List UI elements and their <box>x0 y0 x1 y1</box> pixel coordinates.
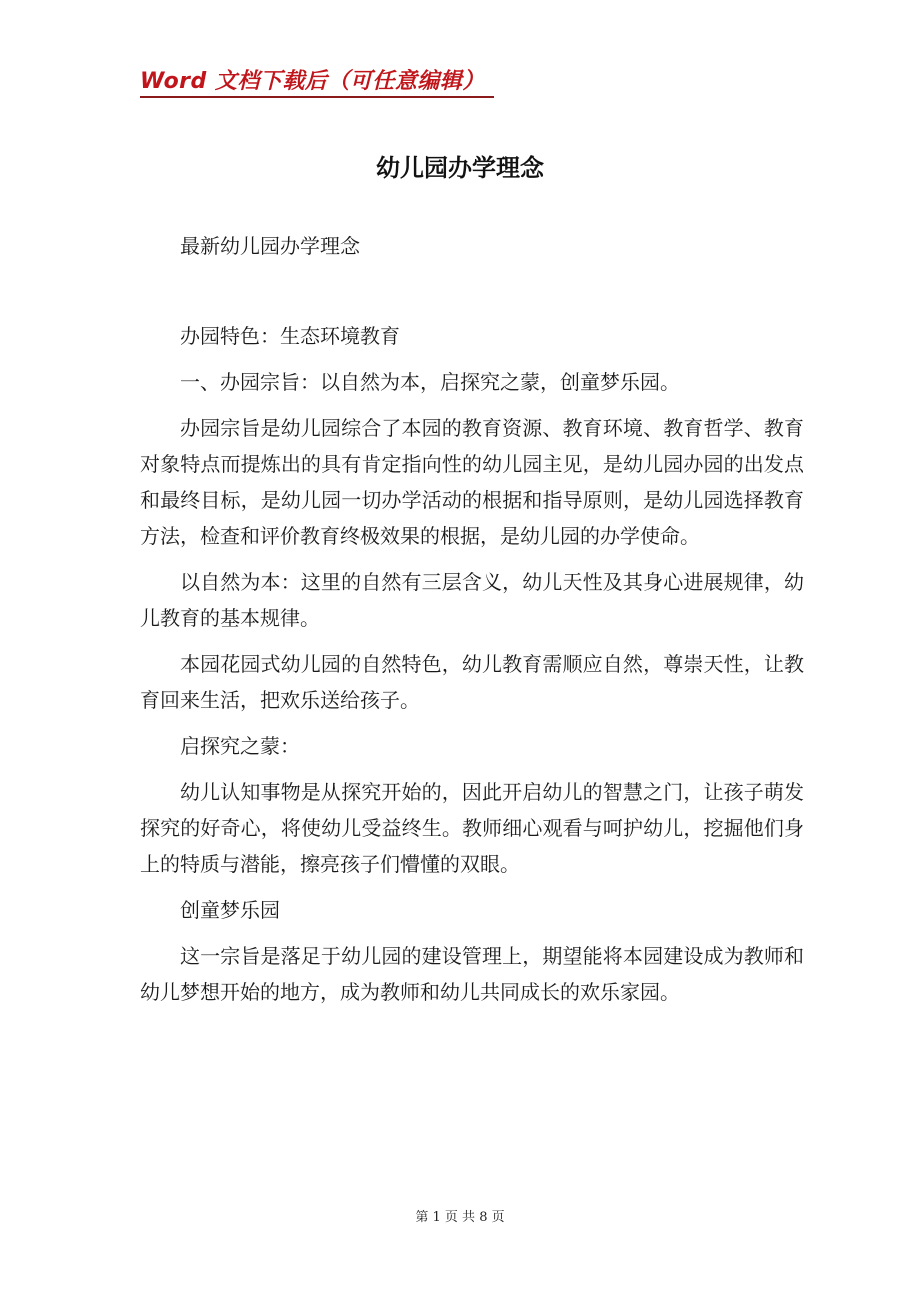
document-title: 幼儿园办学理念 <box>376 153 544 182</box>
paragraph-nature: 以自然为本：这里的自然有三层含义，幼儿天性及其身心进展规律，幼儿教育的基本规律。 <box>140 570 804 630</box>
download-banner <box>140 64 494 98</box>
paragraph-garden: 本园花园式幼儿园的自然特色，幼儿教育需顺应自然，尊崇天性，让教育回来生活，把欢乐送给孩子。 <box>140 652 804 712</box>
page-number: 第 1 页 共 8 页 <box>415 1210 505 1225</box>
paragraph-purpose-body: 办园宗旨是幼儿园综合了本园的教育资源、教育环境、教育哲学、教育对象特点而提炼出的具有肯定指向性的幼儿园主见，是幼儿园办园的出发点和最终目标，是幼儿园一切办学活动的根据和指导原则，是幼儿园选择教育方法，检查和评价教育终极效果的根据，是幼儿园的办学使命。 <box>140 416 804 548</box>
paragraph-explore-heading: 启探究之蒙： <box>180 734 300 758</box>
paragraph-explore-body: 幼儿认知事物是从探究开始的，因此开启幼儿的智慧之门，让孩子萌发探究的好奇心，将使幼儿受益终生。教师细心观看与呵护幼儿，挖掘他们身上的特质与潜能，擦亮孩子们懵懂的双眼。 <box>140 780 804 876</box>
paragraph-dream-heading: 创童梦乐园 <box>180 898 280 922</box>
paragraph-subtitle: 最新幼儿园办学理念 <box>180 234 360 258</box>
banner-text: Word 文档下载后（可任意编辑） <box>140 69 485 94</box>
document-body <box>140 228 804 1020</box>
paragraph-feature: 办园特色：生态环境教育 <box>180 324 400 348</box>
paragraph-dream-body: 这一宗旨是落足于幼儿园的建设管理上，期望能将本园建设成为教师和幼儿梦想开始的地方，成为教师和幼儿共同成长的欢乐家园。 <box>140 944 804 1004</box>
paragraph-purpose-heading: 一、办园宗旨：以自然为本，启探究之蒙，创童梦乐园。 <box>180 370 680 394</box>
